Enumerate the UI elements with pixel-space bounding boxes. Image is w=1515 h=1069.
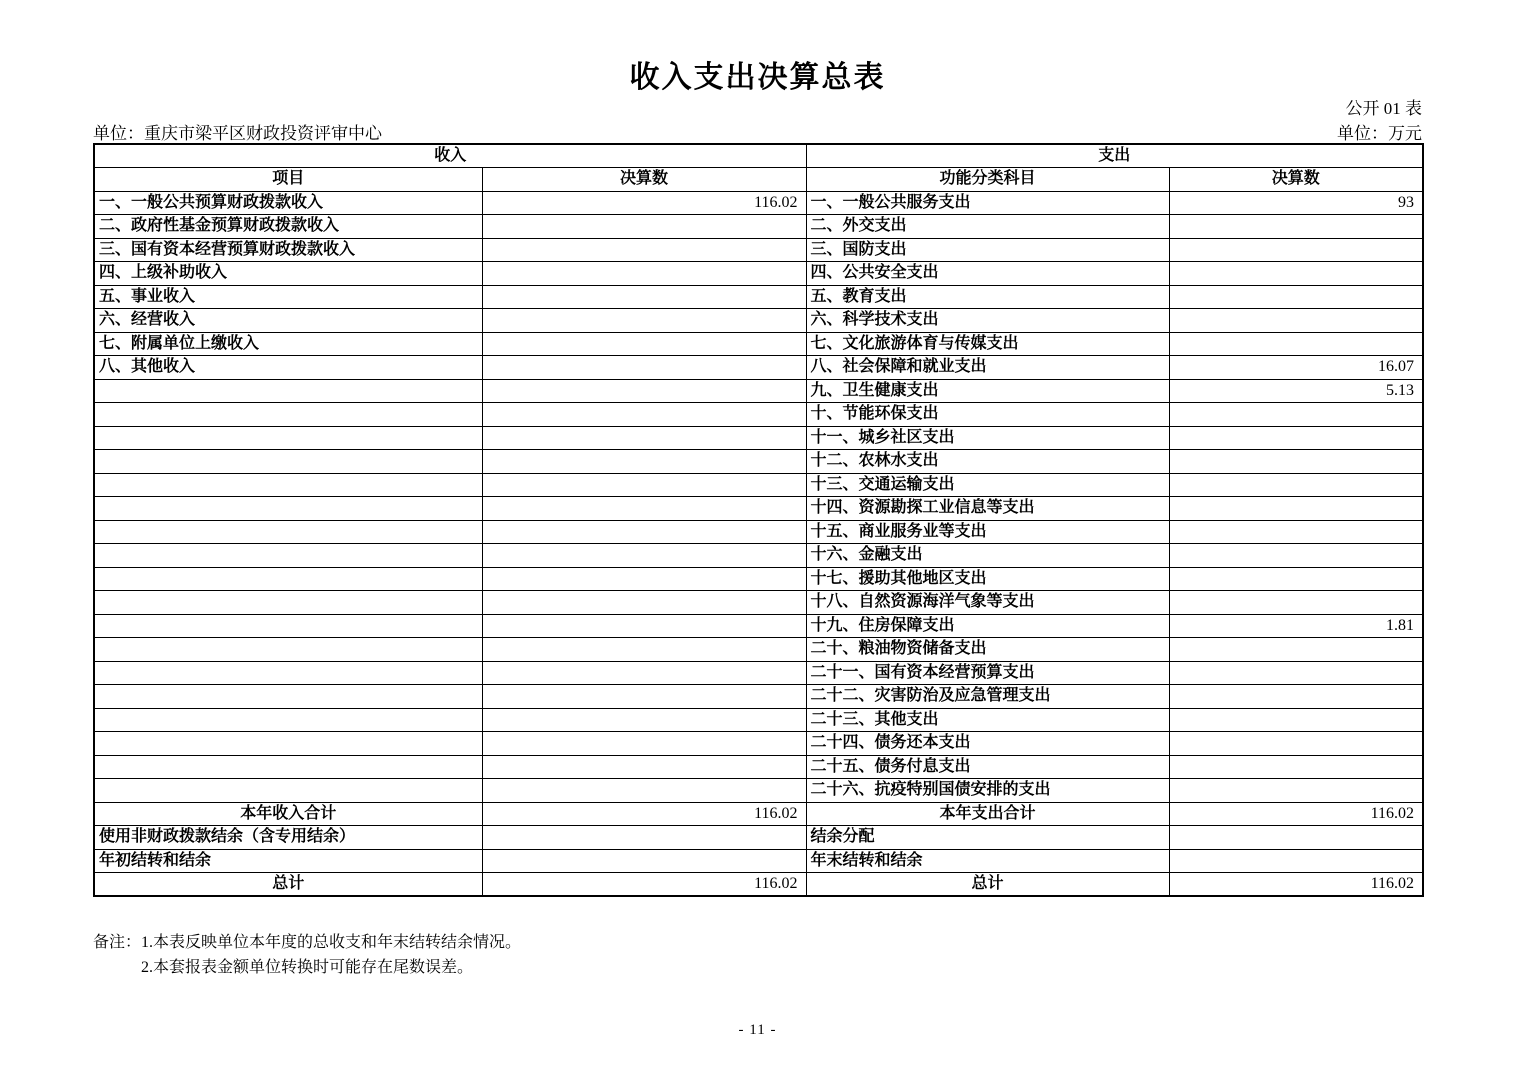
expenditure-item-cell: 四、公共安全支出 (806, 262, 1169, 286)
income-value-cell (482, 661, 806, 685)
table-row (94, 755, 1423, 779)
table-row (94, 215, 1423, 239)
income-value-cell (482, 614, 806, 638)
expenditure-value-cell (1169, 708, 1423, 732)
expenditure-summary-value (1169, 826, 1423, 850)
expenditure-summary-value (1169, 849, 1423, 873)
expenditure-item-cell: 十九、住房保障支出 (806, 614, 1169, 638)
table-row (94, 614, 1423, 638)
income-value-cell: 116.02 (482, 191, 806, 215)
expenditure-summary-value: 116.02 (1169, 802, 1423, 826)
income-summary-value (482, 826, 806, 850)
expenditure-value-cell (1169, 661, 1423, 685)
section-header-row (94, 144, 1423, 168)
income-item-cell (94, 567, 482, 591)
table-row (94, 732, 1423, 756)
income-summary-value: 116.02 (482, 802, 806, 826)
expenditure-summary-label: 结余分配 (806, 826, 1169, 850)
income-summary-label: 总计 (94, 873, 482, 897)
expenditure-value-cell (1169, 567, 1423, 591)
income-item-cell (94, 426, 482, 450)
expenditure-item-cell: 二、外交支出 (806, 215, 1169, 239)
income-value-cell (482, 285, 806, 309)
expenditure-summary-label: 年末结转和结余 (806, 849, 1169, 873)
table-row (94, 426, 1423, 450)
unit-currency: 单位：万元 (1337, 124, 1422, 143)
expenditure-value-cell (1169, 685, 1423, 709)
expenditure-value-cell (1169, 238, 1423, 262)
income-summary-label: 本年收入合计 (94, 802, 482, 826)
table-row (94, 685, 1423, 709)
income-value-cell (482, 708, 806, 732)
form-label: 公开 01 表 (1345, 99, 1422, 118)
income-item-cell (94, 638, 482, 662)
income-value-cell (482, 426, 806, 450)
table-row (94, 379, 1423, 403)
expenditure-item-cell: 二十三、其他支出 (806, 708, 1169, 732)
table-row (94, 473, 1423, 497)
notes-lines (141, 930, 521, 980)
expenditure-value-cell (1169, 426, 1423, 450)
expenditure-item-cell: 八、社会保障和就业支出 (806, 356, 1169, 380)
expenditure-item-cell: 六、科学技术支出 (806, 309, 1169, 333)
page-title: 收入支出决算总表 (629, 61, 886, 94)
expenditure-item-cell: 十二、农林水支出 (806, 450, 1169, 474)
income-item-cell (94, 732, 482, 756)
unit-row (93, 119, 1422, 144)
expenditure-value-cell (1169, 309, 1423, 333)
expenditure-summary-label: 本年支出合计 (806, 802, 1169, 826)
table-row (94, 356, 1423, 380)
income-summary-value: 116.02 (482, 873, 806, 897)
income-value-cell (482, 262, 806, 286)
income-item-cell: 八、其他收入 (94, 356, 482, 380)
income-item-cell: 七、附属单位上缴收入 (94, 332, 482, 356)
expenditure-item-cell: 二十四、债务还本支出 (806, 732, 1169, 756)
expenditure-value-cell (1169, 497, 1423, 521)
table-row (94, 544, 1423, 568)
income-item-cell (94, 614, 482, 638)
table-row (94, 332, 1423, 356)
expenditure-value-cell (1169, 215, 1423, 239)
expenditure-value-cell (1169, 755, 1423, 779)
expenditure-value-cell (1169, 638, 1423, 662)
income-value-cell (482, 238, 806, 262)
income-summary-label: 使用非财政拨款结余（含专用结余） (94, 826, 482, 850)
expenditure-section-header: 支出 (806, 144, 1423, 168)
income-item-cell (94, 685, 482, 709)
table-row (94, 520, 1423, 544)
income-item-cell: 二、政府性基金预算财政拨款收入 (94, 215, 482, 239)
income-value-cell (482, 403, 806, 427)
table-row (94, 567, 1423, 591)
expenditure-item-cell: 五、教育支出 (806, 285, 1169, 309)
unit-name: 单位：重庆市梁平区财政投资评审中心 (93, 124, 382, 143)
expenditure-item-cell: 二十二、灾害防治及应急管理支出 (806, 685, 1169, 709)
income-item-cell (94, 708, 482, 732)
table-body (94, 191, 1423, 802)
notes-prefix: 备注： (93, 934, 142, 951)
expenditure-value-cell: 93 (1169, 191, 1423, 215)
notes (93, 930, 521, 980)
expenditure-value-cell (1169, 591, 1423, 615)
income-item-cell (94, 661, 482, 685)
income-section-header: 收入 (94, 144, 806, 168)
expenditure-value-cell: 16.07 (1169, 356, 1423, 380)
expenditure-item-column-header: 功能分类科目 (806, 168, 1169, 192)
summary-row (94, 849, 1423, 873)
expenditure-value-cell (1169, 450, 1423, 474)
table-row (94, 591, 1423, 615)
income-value-cell (482, 309, 806, 333)
income-item-cell (94, 379, 482, 403)
expenditure-value-cell (1169, 544, 1423, 568)
expenditure-value-cell (1169, 332, 1423, 356)
income-value-cell (482, 732, 806, 756)
expenditure-item-cell: 十一、城乡社区支出 (806, 426, 1169, 450)
income-value-cell (482, 685, 806, 709)
table-row (94, 238, 1423, 262)
expenditure-item-cell: 一、一般公共服务支出 (806, 191, 1169, 215)
table-row (94, 262, 1423, 286)
income-item-cell: 三、国有资本经营预算财政拨款收入 (94, 238, 482, 262)
expenditure-value-cell (1169, 285, 1423, 309)
income-value-cell (482, 779, 806, 803)
expenditure-value-cell (1169, 520, 1423, 544)
table-row (94, 708, 1423, 732)
income-item-column-header: 项目 (94, 168, 482, 192)
expenditure-item-cell: 十三、交通运输支出 (806, 473, 1169, 497)
table-row (94, 450, 1423, 474)
note-line: 1.本表反映单位本年度的总收支和年末结转结余情况。 (141, 934, 522, 951)
table-row (94, 497, 1423, 521)
expenditure-value-cell (1169, 779, 1423, 803)
expenditure-item-cell: 七、文化旅游体育与传媒支出 (806, 332, 1169, 356)
income-value-cell (482, 473, 806, 497)
expenditure-value-cell: 1.81 (1169, 614, 1423, 638)
expenditure-item-cell: 十、节能环保支出 (806, 403, 1169, 427)
expenditure-item-cell: 二十六、抗疫特别国债安排的支出 (806, 779, 1169, 803)
income-item-cell (94, 755, 482, 779)
expenditure-value-cell (1169, 403, 1423, 427)
income-value-cell (482, 332, 806, 356)
table-row (94, 638, 1423, 662)
income-summary-value (482, 849, 806, 873)
income-value-cell (482, 591, 806, 615)
income-item-cell: 四、上级补助收入 (94, 262, 482, 286)
expenditure-item-cell: 二十五、债务付息支出 (806, 755, 1169, 779)
expenditure-item-cell: 三、国防支出 (806, 238, 1169, 262)
income-summary-label: 年初结转和结余 (94, 849, 482, 873)
expenditure-item-cell: 十八、自然资源海洋气象等支出 (806, 591, 1169, 615)
income-item-cell (94, 591, 482, 615)
table-summary (94, 802, 1423, 896)
expenditure-item-cell: 十六、金融支出 (806, 544, 1169, 568)
table-row (94, 403, 1423, 427)
expenditure-value-cell: 5.13 (1169, 379, 1423, 403)
income-item-cell (94, 450, 482, 474)
income-value-cell (482, 638, 806, 662)
column-header-row (94, 168, 1423, 192)
summary-row (94, 826, 1423, 850)
expenditure-summary-label: 总计 (806, 873, 1169, 897)
expenditure-summary-value: 116.02 (1169, 873, 1423, 897)
expenditure-value-cell (1169, 473, 1423, 497)
income-value-column-header: 决算数 (482, 168, 806, 192)
expenditure-value-cell (1169, 732, 1423, 756)
income-item-cell (94, 497, 482, 521)
income-item-cell (94, 779, 482, 803)
income-value-cell (482, 544, 806, 568)
income-item-cell: 六、经营收入 (94, 309, 482, 333)
table-row (94, 779, 1423, 803)
summary-row (94, 802, 1423, 826)
budget-table (93, 143, 1424, 897)
income-item-cell: 一、一般公共预算财政拨款收入 (94, 191, 482, 215)
expenditure-item-cell: 十四、资源勘探工业信息等支出 (806, 497, 1169, 521)
income-value-cell (482, 356, 806, 380)
income-value-cell (482, 755, 806, 779)
income-value-cell (482, 520, 806, 544)
income-item-cell: 五、事业收入 (94, 285, 482, 309)
note-line: 2.本套报表金额单位转换时可能存在尾数误差。 (141, 959, 474, 976)
table-row (94, 285, 1423, 309)
expenditure-item-cell: 十七、援助其他地区支出 (806, 567, 1169, 591)
page-number: - 11 - (738, 1022, 777, 1038)
expenditure-item-cell: 九、卫生健康支出 (806, 379, 1169, 403)
income-item-cell (94, 544, 482, 568)
income-value-cell (482, 379, 806, 403)
expenditure-item-cell: 二十、粮油物资储备支出 (806, 638, 1169, 662)
expenditure-item-cell: 十五、商业服务业等支出 (806, 520, 1169, 544)
table-row (94, 191, 1423, 215)
income-value-cell (482, 497, 806, 521)
expenditure-item-cell: 二十一、国有资本经营预算支出 (806, 661, 1169, 685)
income-value-cell (482, 567, 806, 591)
table-row (94, 309, 1423, 333)
income-value-cell (482, 450, 806, 474)
income-value-cell (482, 215, 806, 239)
summary-row (94, 873, 1423, 897)
expenditure-value-column-header: 决算数 (1169, 168, 1423, 192)
income-item-cell (94, 473, 482, 497)
expenditure-value-cell (1169, 262, 1423, 286)
income-item-cell (94, 403, 482, 427)
income-item-cell (94, 520, 482, 544)
table-row (94, 661, 1423, 685)
